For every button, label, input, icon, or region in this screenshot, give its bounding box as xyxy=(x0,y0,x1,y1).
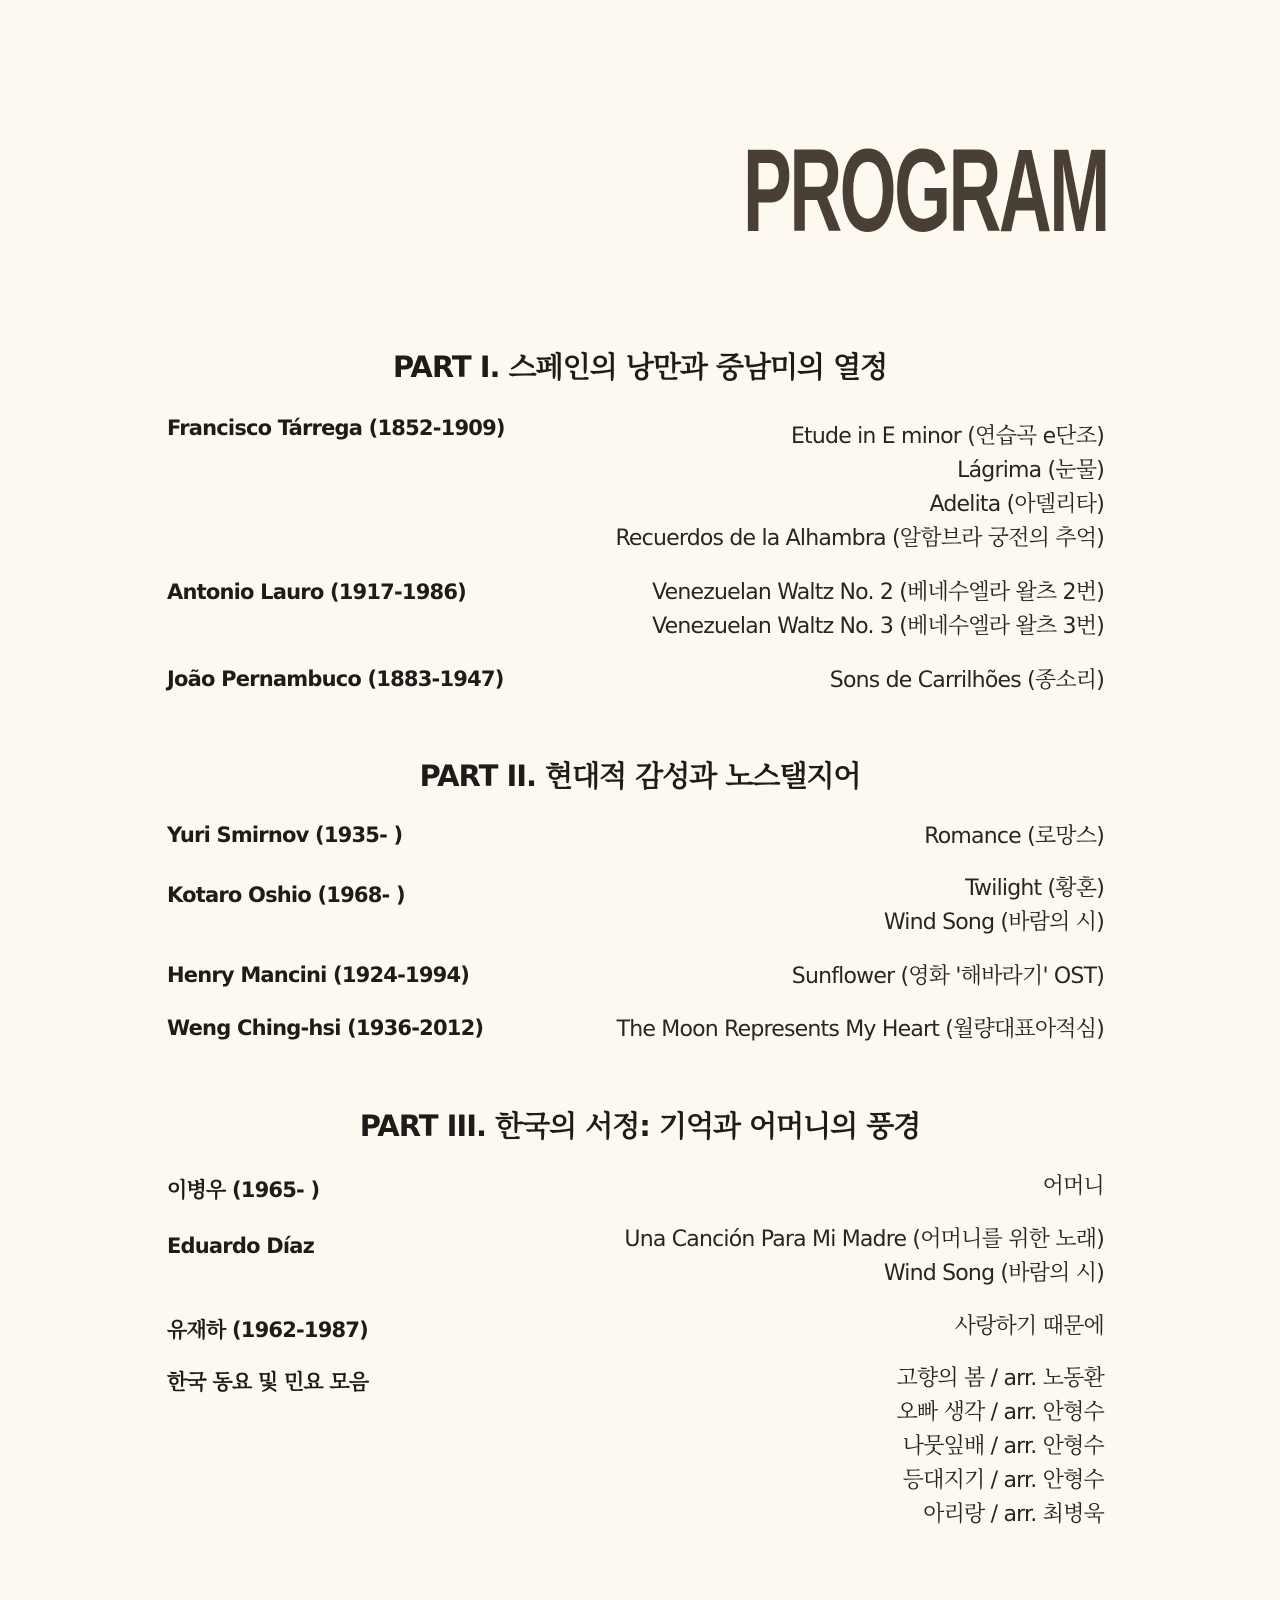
work-title: Etude in E minor (연습곡 e단조) xyxy=(790,424,1104,449)
work-title: Una Canción Para Mi Madre (어머니를 위한 노래) xyxy=(624,1227,1104,1252)
composer-name: 유재하 (1962-1987) xyxy=(167,1318,368,1342)
work-title: 오빠 생각 / arr. 안형수 xyxy=(896,1400,1104,1425)
work-title: Romance (로망스) xyxy=(924,824,1104,849)
works-list xyxy=(884,872,1104,940)
composer-name: Henry Mancini (1924-1994) xyxy=(167,963,470,987)
work-title: 나뭇잎배 / arr. 안형수 xyxy=(902,1434,1104,1459)
composer-name: 한국 동요 및 민요 모음 xyxy=(167,1370,369,1394)
works-list xyxy=(924,820,1104,854)
works-list xyxy=(896,1362,1104,1532)
composer-name: Kotaro Oshio (1968- ) xyxy=(167,883,405,907)
part-3-heading: PART III. 한국의 서정: 기억과 어머니의 풍경 xyxy=(359,1109,921,1143)
work-title: Lágrima (눈물) xyxy=(957,458,1104,483)
works-list xyxy=(652,576,1104,644)
work-title: Twilight (황혼) xyxy=(965,876,1104,901)
works-list xyxy=(624,1223,1104,1291)
work-title: Sons de Carrilhões (종소리) xyxy=(829,668,1104,693)
works-list xyxy=(830,664,1104,698)
composer-name: Eduardo Díaz xyxy=(167,1234,315,1258)
work-title: Sunflower (영화 '해바라기' OST) xyxy=(791,964,1104,989)
work-title: Wind Song (바람의 시) xyxy=(883,1261,1104,1286)
work-title: 아리랑 / arr. 최병욱 xyxy=(923,1502,1104,1527)
page-title: PROGRAM xyxy=(743,125,1108,257)
work-title: 등대지기 / arr. 안형수 xyxy=(902,1468,1104,1493)
composer-name: João Pernambuco (1883-1947) xyxy=(167,667,504,691)
works-list xyxy=(615,420,1104,556)
work-title: Wind Song (바람의 시) xyxy=(883,910,1104,935)
work-title: Recuerdos de la Alhambra (알함브라 궁전의 추억) xyxy=(615,526,1104,551)
work-title: 고향의 봄 / arr. 노동환 xyxy=(896,1366,1104,1391)
composer-name: Yuri Smirnov (1935- ) xyxy=(167,823,403,847)
works-list xyxy=(1043,1170,1104,1204)
composer-name: Francisco Tárrega (1852-1909) xyxy=(167,416,505,440)
works-list xyxy=(955,1310,1104,1344)
works-list xyxy=(792,960,1104,994)
part-1-heading: PART I. 스페인의 낭만과 중남미의 열정 xyxy=(392,350,888,384)
work-title: Venezuelan Waltz No. 2 (베네수엘라 왈츠 2번) xyxy=(652,580,1104,605)
works-list xyxy=(617,1013,1104,1047)
composer-name: 이병우 (1965- ) xyxy=(167,1178,320,1202)
work-title: 사랑하기 때문에 xyxy=(954,1314,1104,1339)
composer-name: Antonio Lauro (1917-1986) xyxy=(167,580,466,604)
work-title: Venezuelan Waltz No. 3 (베네수엘라 왈츠 3번) xyxy=(652,614,1104,639)
composer-name: Weng Ching-hsi (1936-2012) xyxy=(167,1016,484,1040)
work-title: 어머니 xyxy=(1042,1174,1104,1199)
work-title: Adelita (아델리타) xyxy=(929,492,1104,517)
work-title: The Moon Represents My Heart (월량대표아적심) xyxy=(616,1017,1104,1042)
part-2-heading: PART II. 현대적 감성과 노스탤지어 xyxy=(419,759,861,793)
